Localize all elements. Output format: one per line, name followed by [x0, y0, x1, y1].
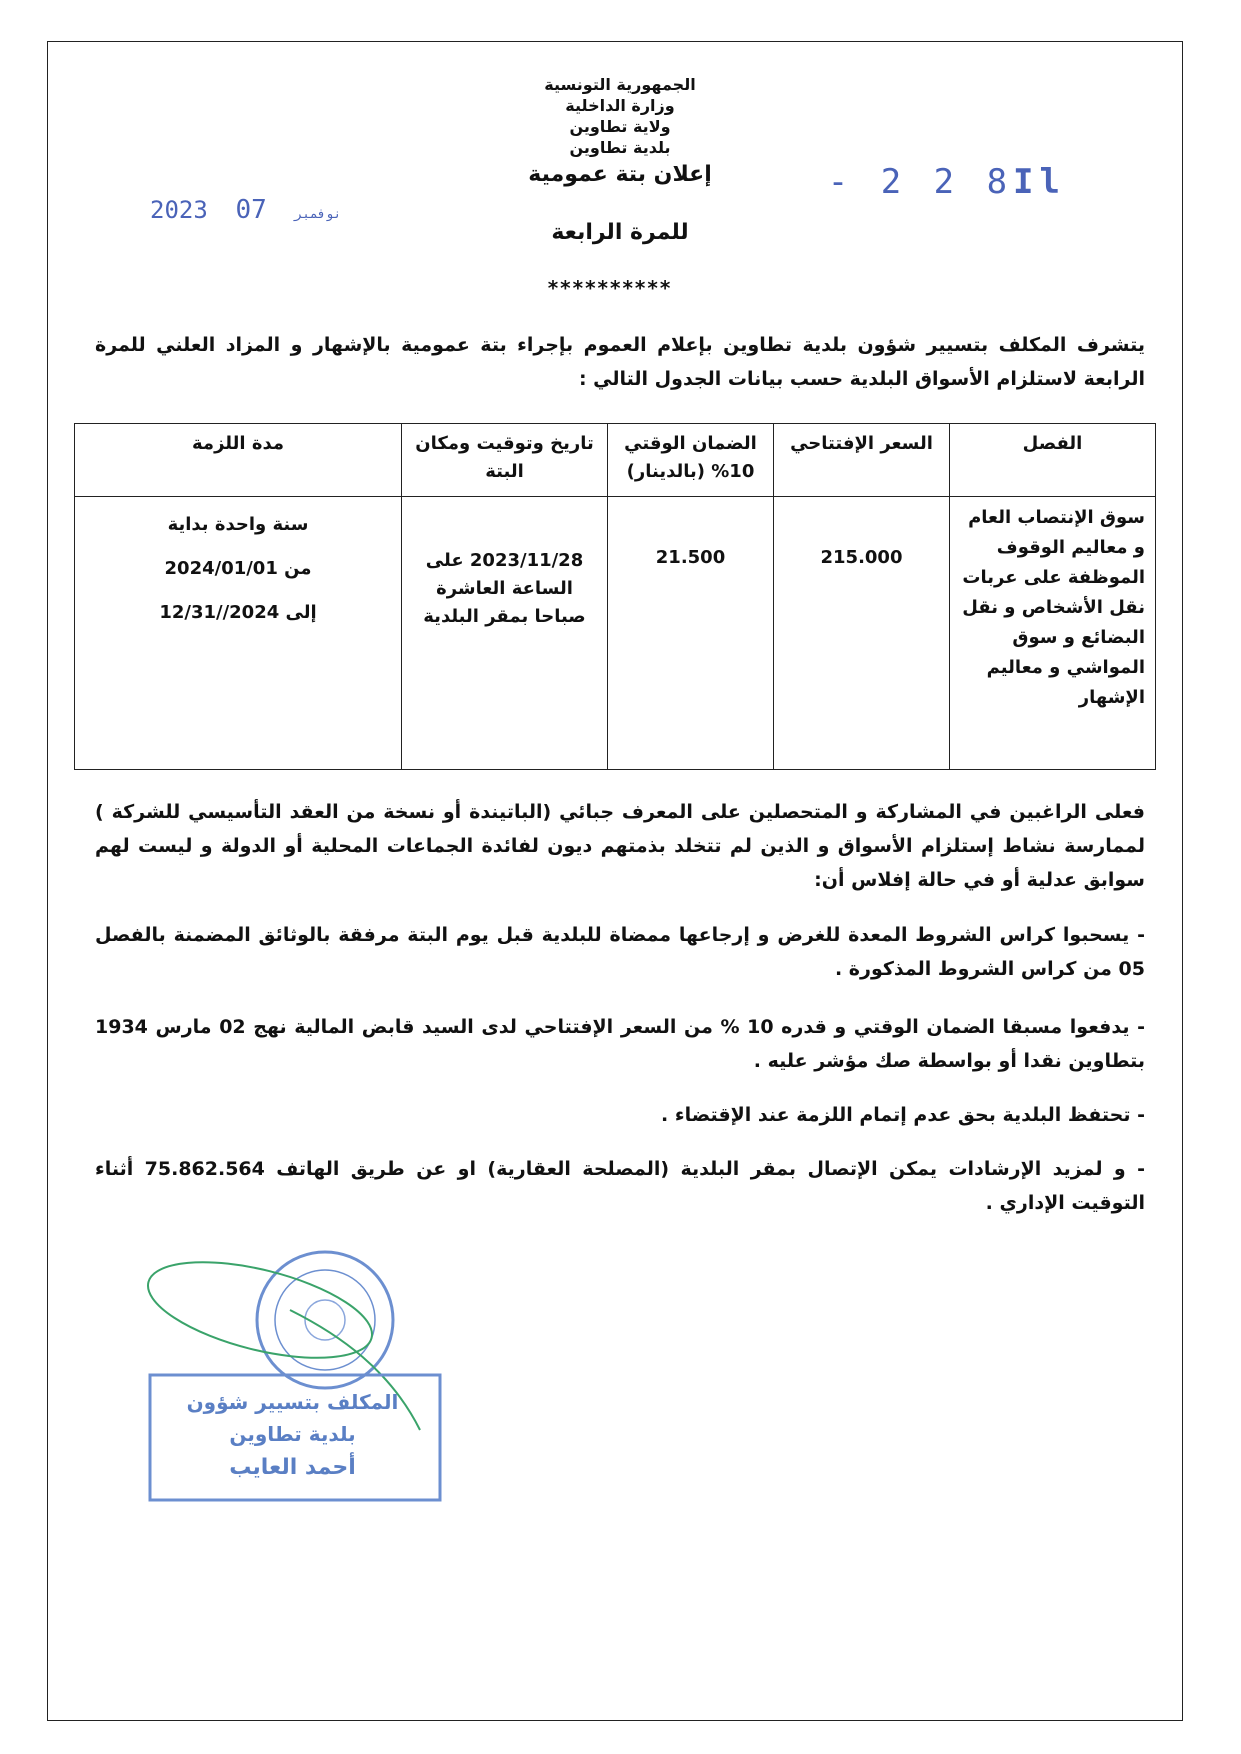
duration-line-3: إلى 2024//12/31 [159, 602, 317, 623]
header-date-place: تاريخ وتوقيت ومكان البتة [402, 424, 608, 497]
letterhead-line-4: بلدية تطاوين [569, 138, 671, 157]
letterhead-line-1: الجمهورية التونسية [544, 75, 696, 94]
document-title: إعلان بتة عمومية [528, 162, 712, 187]
seal-line-3: أحمد العايب [229, 1455, 356, 1480]
intro-paragraph: يتشرف المكلف بتسيير شؤون بلدية تطاوين بإعلام العموم بإجراء بتة عمومية بالإشهار و المزاد العلني للمرة الرابعة لاستلزام الأسواق البلدية حسب بيانات الجدول التالي : [95, 334, 1145, 390]
condition-item-3: - تحتفظ البلدية بحق عدم إتمام اللزمة عند الإقتضاء . [661, 1104, 1145, 1126]
date-stamp [150, 195, 359, 225]
reference-number: - 2 2 8 [827, 162, 1014, 202]
header-duration: مدة اللزمة [75, 424, 402, 497]
date-stamp-day: 07 [235, 195, 267, 225]
letterhead-line-3: ولاية تطاوين [569, 117, 671, 136]
conditions-paragraph: فعلى الراغبين في المشاركة و المتحصلين على المعرف جبائي (الباتيندة أو نسخة من العقد التأسيسي للشركة ) لممارسة نشاط إستلزام الأسواق و الذين لم تتخلد بذمتهم ديون لفائدة الجماعات المحلية أو الدولة و ليست لهم سوابق عدلية أو في حالة إفلاس أن: [95, 801, 1145, 891]
date-stamp-year: 2023 [150, 196, 208, 224]
cell-section: سوق الإنتصاب العام و معاليم الوقوف الموظفة على عربات نقل الأشخاص و نقل البضائع و سوق المواشي و معاليم الإشهار [950, 497, 1156, 770]
letterhead-line-2: وزارة الداخلية [565, 96, 675, 115]
cell-opening-price: 215.000 [774, 497, 950, 770]
condition-item-2: - يدفعوا مسبقا الضمان الوقتي و قدره 10 % من السعر الإفتتاحي لدى السيد قابض المالية نهج 02 مارس 1934 بتطاوين نقدا أو بواسطة صك مؤشر عليه . [95, 1016, 1145, 1072]
letterhead [400, 74, 840, 158]
seal-line-1: المكلف بتسيير شؤون [186, 1390, 399, 1414]
duration-line-1: سنة واحدة بداية [167, 514, 309, 535]
document-subtitle: للمرة الرابعة [551, 220, 689, 245]
header-guarantee: الضمان الوقتي 10% (بالدينار) [608, 424, 774, 497]
header-section: الفصل [950, 424, 1156, 497]
table-row [75, 497, 1156, 770]
table-header-row [75, 424, 1156, 497]
reference-stamp: - 2 2 8Il [827, 162, 1066, 202]
cell-guarantee: 21.500 [608, 497, 774, 770]
seal-line-2: بلدية تطاوين [229, 1422, 356, 1446]
duration-line-2: من 2024/01/01 [164, 558, 312, 579]
cell-date-place: 2023/11/28 على الساعة العاشرة صباحا بمقر البلدية [402, 497, 608, 770]
date-stamp-month: نوفمبر [294, 207, 342, 222]
header-opening-price: السعر الإفتتاحي [774, 424, 950, 497]
condition-item-1: - يسحبوا كراس الشروط المعدة للغرض و إرجاعها ممضاة للبلدية قبل يوم البتة مرفقة بالوثائق المضمنة بالفصل 05 من كراس الشروط المذكورة . [95, 924, 1145, 980]
condition-item-4: - و لمزيد الإرشادات يمكن الإتصال بمقر البلدية (المصلحة العقارية) او عن طريق الهاتف 75.862.564 أثناء التوقيت الإداري . [95, 1158, 1145, 1214]
auction-table [74, 423, 1156, 770]
cell-duration [75, 497, 402, 770]
separator-stars: ********** [547, 276, 673, 300]
